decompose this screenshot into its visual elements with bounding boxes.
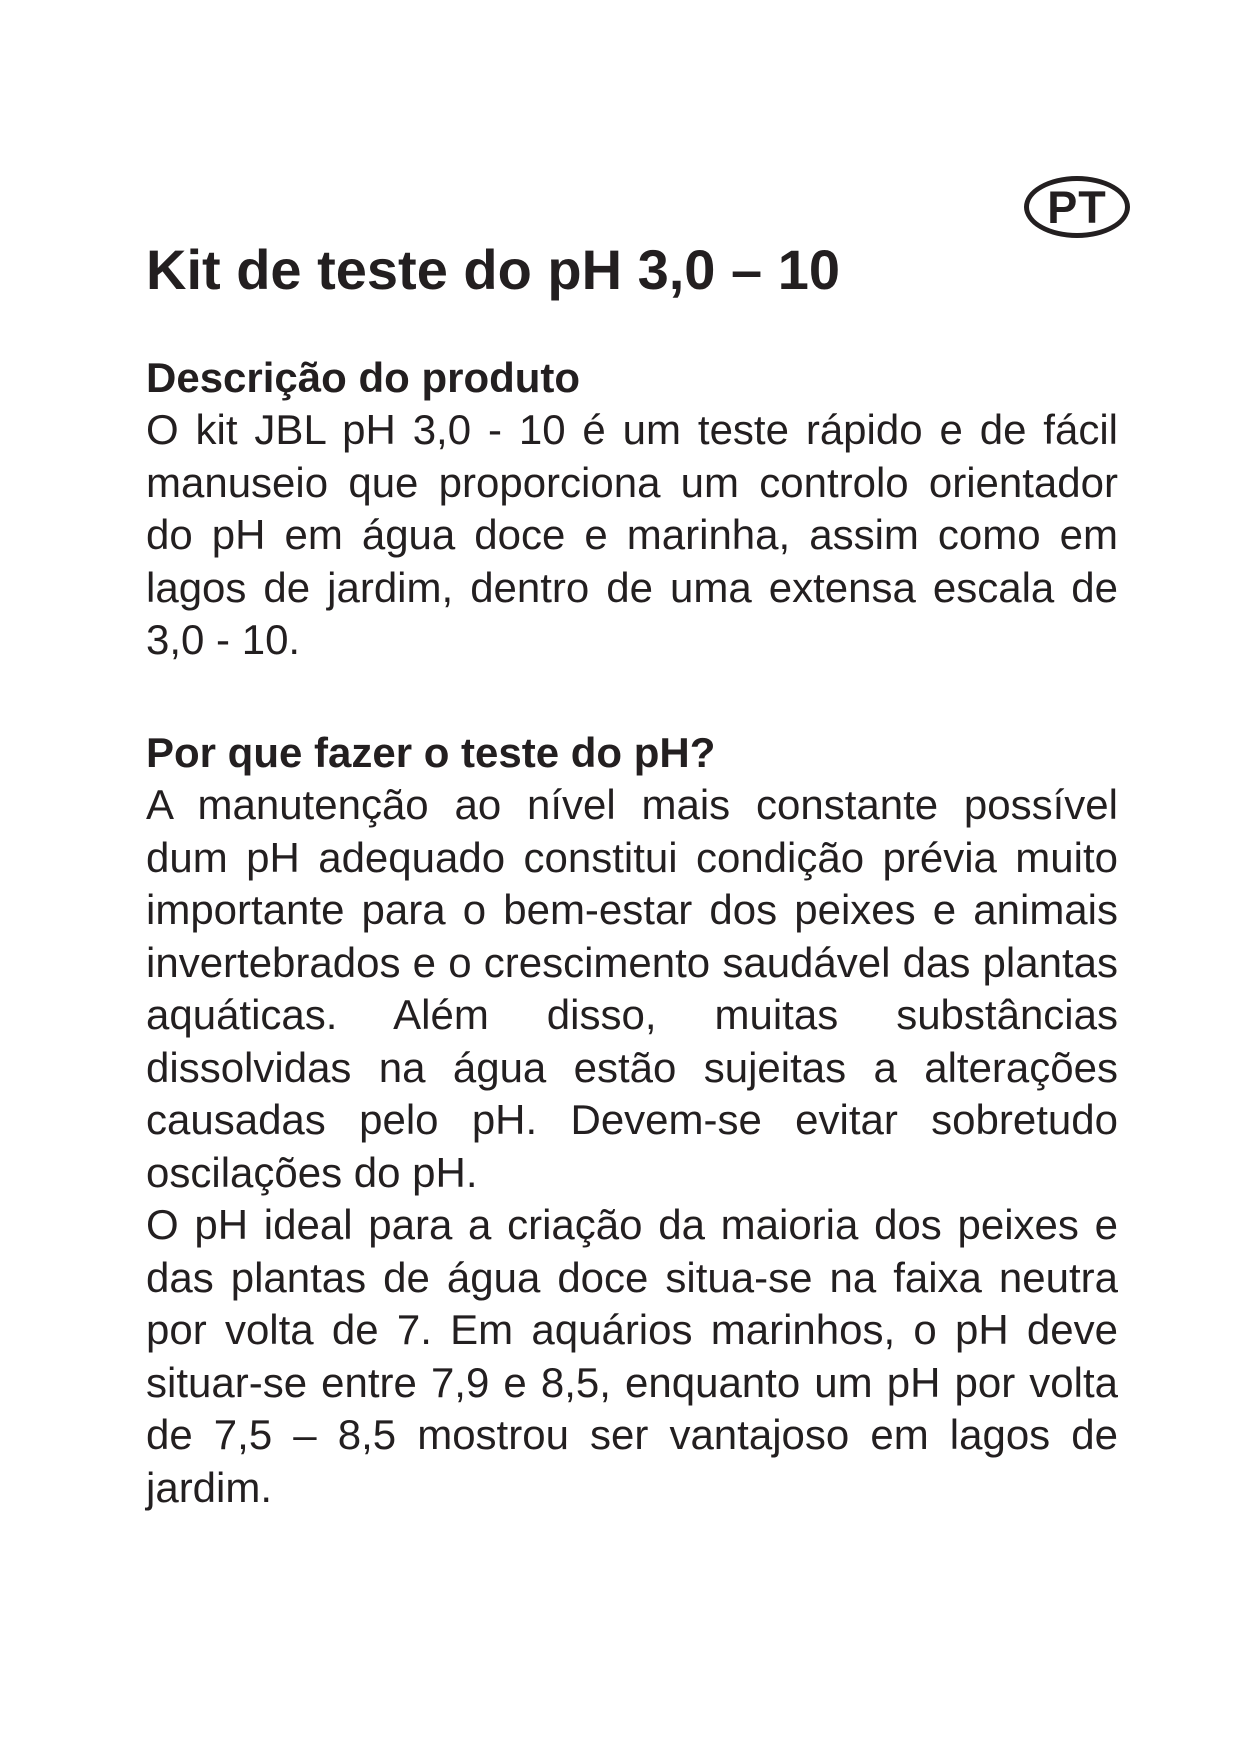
section-paragraph: O kit JBL pH 3,0 - 10 é um teste rápido e de fácil manuseio que proporciona um controlo orientador do pH em água doce e marinha, assim como em lagos de jardim, dentro de uma extensa escala de 3,0 - 10. (146, 406, 1118, 663)
language-badge (1024, 176, 1130, 238)
page-title: Kit de teste do pH 3,0 – 10 (146, 238, 840, 301)
section-why-test-ph (146, 727, 1118, 1514)
section-paragraph: O pH ideal para a criação da maioria dos peixes e das plantas de água doce situa-se na faixa neutra por volta de 7. Em aquários marinhos, o pH deve situar-se entre 7,9 e 8,5, enquanto um pH por volta de 7,5 – 8,5 mostrou ser vantajoso em lagos de jardim. (146, 1201, 1118, 1511)
section-heading: Descrição do produto (146, 354, 581, 401)
section-product-description (146, 352, 1118, 667)
section-paragraph: A manutenção ao nível mais constante possível dum pH adequado constitui condição prévia muito importante para o bem-estar dos peixes e animais invertebrados e o crescimento saudável das plantas aquáticas. Além disso, muitas substâncias dissolvidas na água estão sujeitas a alterações causadas pelo pH. Devem-se evitar sobretudo oscilações do pH. (146, 781, 1118, 1196)
section-heading: Por que fazer o teste do pH? (146, 729, 716, 776)
language-code: PT (1047, 181, 1107, 233)
